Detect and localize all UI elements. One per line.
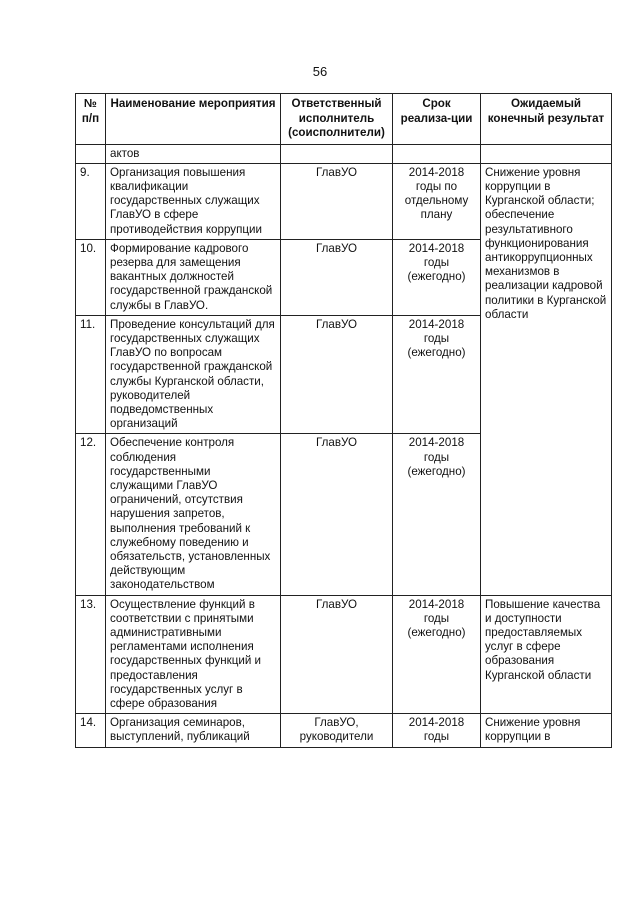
cell-empty <box>481 144 612 163</box>
row-name: Проведение консультаций для государственных служащих ГлавУО по вопросам государственной гражданской службы Курганской области, руководителей подведомственных организаций <box>106 315 281 434</box>
cell-empty <box>281 144 393 163</box>
row-result-merged: Снижение уровня коррупции в Курганской области; обеспечение результативного функционирования антикоррупционных механизмов в реализации кадровой политики в Курганской области <box>481 163 612 595</box>
measures-table <box>75 93 612 748</box>
row-executor: ГлавУО <box>281 595 393 714</box>
row-result: Снижение уровня коррупции в <box>481 714 612 747</box>
row-term: 2014-2018 годы (ежегодно) <box>393 239 481 315</box>
header-executor: Ответственный исполнитель (соисполнители) <box>281 94 393 145</box>
row-number: 9. <box>76 163 106 239</box>
row-number: 13. <box>76 595 106 714</box>
header-num: № п/п <box>76 94 106 145</box>
table-row <box>76 595 612 714</box>
row-term: 2014-2018 годы <box>393 714 481 747</box>
row-number: 14. <box>76 714 106 747</box>
row-name: Формирование кадрового резерва для замещения вакантных должностей государственной гражданской службы в ГлавУО. <box>106 239 281 315</box>
row-result: Повышение качества и доступности предоставляемых услуг в сфере образования Курганской области <box>481 595 612 714</box>
page-number: 56 <box>312 64 328 79</box>
row-executor: ГлавУО <box>281 239 393 315</box>
row-number: 10. <box>76 239 106 315</box>
row-number: 12. <box>76 434 106 595</box>
cell-empty <box>393 144 481 163</box>
row-executor: ГлавУО <box>281 434 393 595</box>
row-term: 2014-2018 годы по отдельному плану <box>393 163 481 239</box>
cell-continuation-text: актов <box>106 144 281 163</box>
row-executor: ГлавУО, руководители <box>281 714 393 747</box>
row-term: 2014-2018 годы (ежегодно) <box>393 434 481 595</box>
row-executor: ГлавУО <box>281 315 393 434</box>
row-term: 2014-2018 годы (ежегодно) <box>393 595 481 714</box>
table-header-row <box>76 94 612 145</box>
table-row <box>76 163 612 239</box>
row-number: 11. <box>76 315 106 434</box>
table-row <box>76 714 612 747</box>
cell-empty <box>76 144 106 163</box>
row-name: Организация семинаров, выступлений, публикаций <box>106 714 281 747</box>
header-result: Ожидаемый конечный результат <box>481 94 612 145</box>
row-executor: ГлавУО <box>281 163 393 239</box>
row-term: 2014-2018 годы (ежегодно) <box>393 315 481 434</box>
header-name: Наименование мероприятия <box>106 94 281 145</box>
table-row-continuation <box>76 144 612 163</box>
row-name: Организация повышения квалификации государственных служащих ГлавУО в сфере противодействия коррупции <box>106 163 281 239</box>
header-term: Срок реализа-ции <box>393 94 481 145</box>
row-name: Обеспечение контроля соблюдения государственными служащими ГлавУО ограничений, отсутствия нарушения запретов, выполнения требований к служебному поведению и обязательств, установленных действующим законодательством <box>106 434 281 595</box>
row-name: Осуществление функций в соответствии с принятыми административными регламентами исполнения государственных функций и предоставления государственных услуг в сфере образования <box>106 595 281 714</box>
